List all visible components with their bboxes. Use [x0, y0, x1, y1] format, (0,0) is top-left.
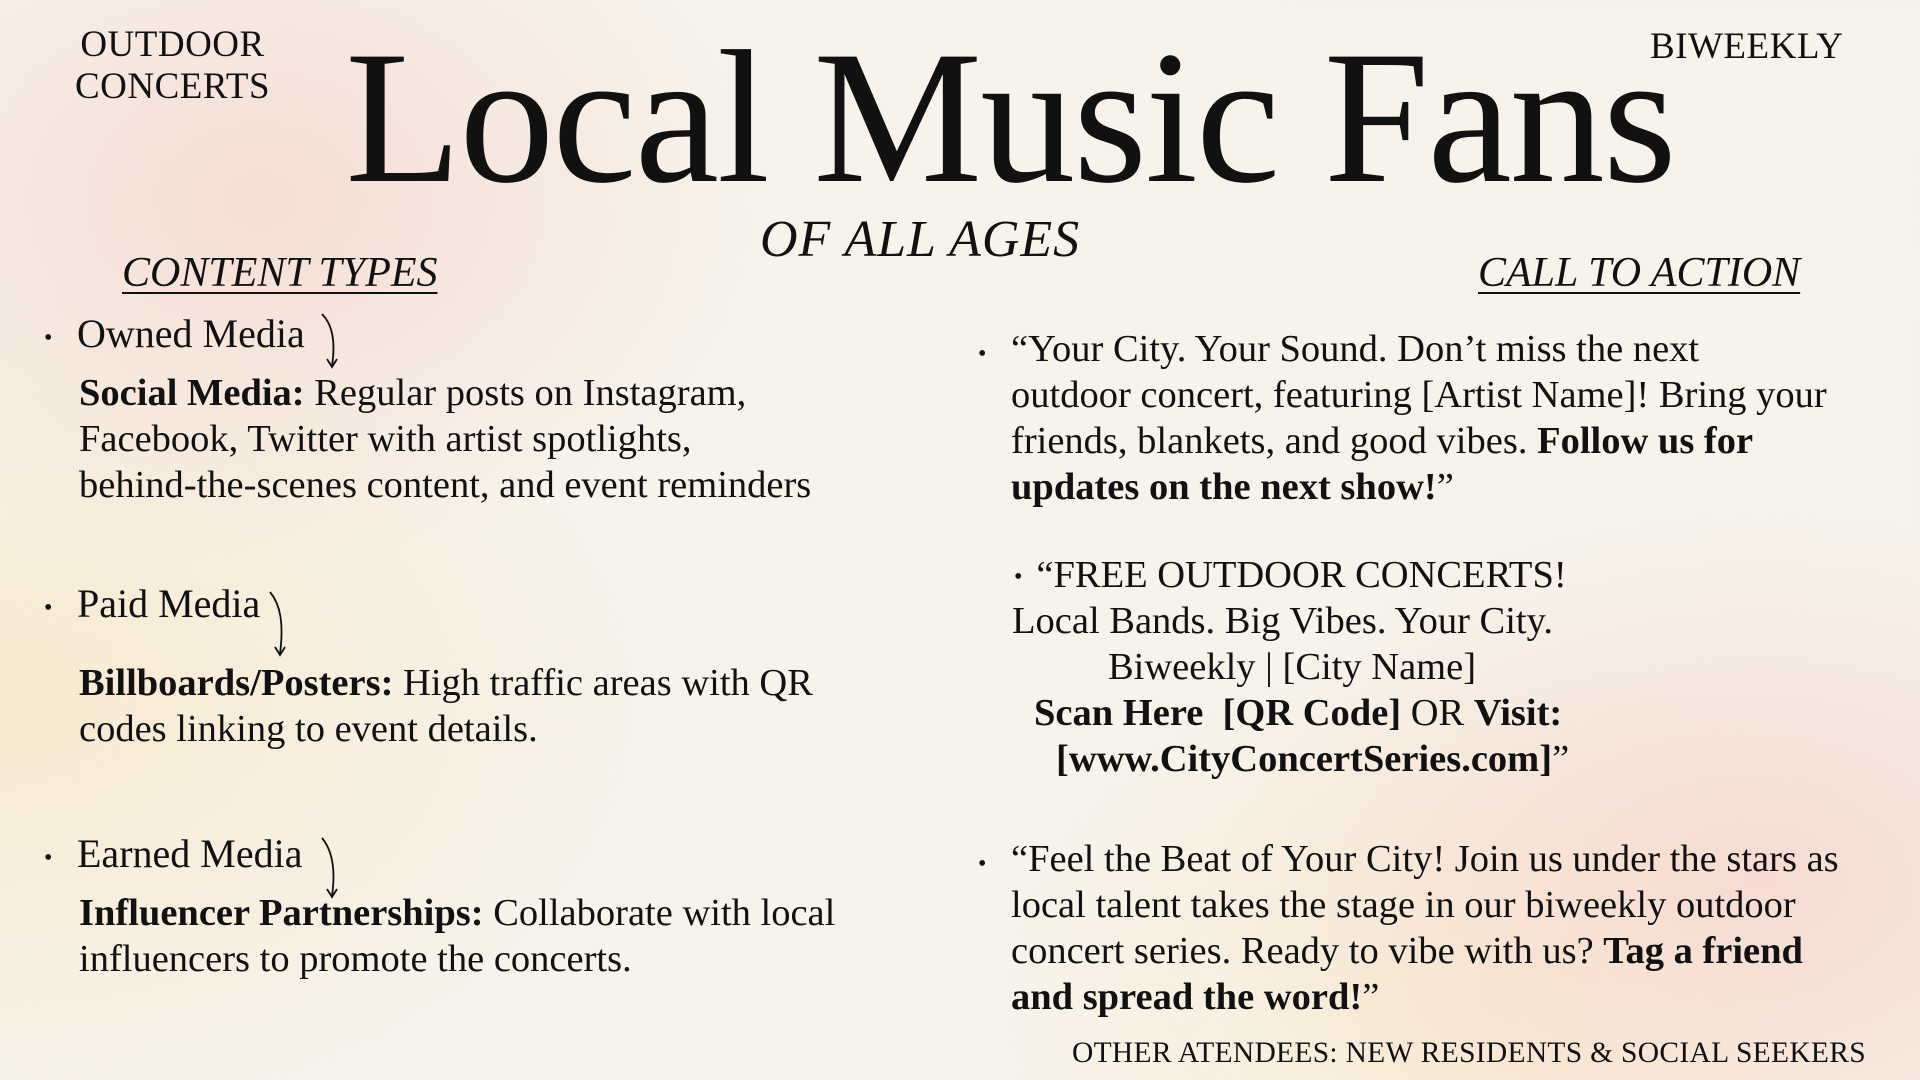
- cta-line: “FREE OUTDOOR CONCERTS!: [1036, 554, 1567, 596]
- cta-line: concert series. Ready to vibe with us?: [1011, 930, 1604, 972]
- owned-media-label: Owned Media: [77, 311, 305, 356]
- paid-media-label: Paid Media: [77, 581, 261, 626]
- bullet: •: [44, 845, 53, 871]
- cta-quote-1: [1011, 326, 1827, 510]
- desc-line: Collaborate with local: [483, 892, 836, 934]
- desc-line: codes linking to event details.: [79, 708, 538, 750]
- arrow-down-icon: [266, 590, 296, 662]
- corner-left-line2: CONCERTS: [75, 66, 271, 107]
- cta-bold: updates on the next show!: [1011, 466, 1437, 508]
- cta-line: ”: [1552, 738, 1570, 780]
- cta-line: outdoor concert, featuring [Artist Name]! Bring your: [1011, 374, 1827, 416]
- cta-line: Local Bands. Big Vibes. Your City.: [1012, 600, 1553, 642]
- corner-left-line1: OUTDOOR: [80, 24, 265, 65]
- cta-line: “Feel the Beat of Your City! Join us under the stars as: [1011, 838, 1839, 880]
- arrow-down-icon: [318, 312, 348, 374]
- cta-line: “Your City. Your Sound. Don’t miss the next: [1011, 328, 1700, 370]
- cta-bold: and spread the word!: [1011, 976, 1363, 1018]
- bullet: •: [1014, 564, 1023, 590]
- earned-media-label: Earned Media: [77, 831, 303, 876]
- cta-line: friends, blankets, and good vibes.: [1011, 420, 1538, 462]
- desc-line: Regular posts on Instagram,: [304, 372, 747, 414]
- desc-line: Facebook, Twitter with artist spotlights,: [79, 418, 692, 460]
- cta-line: OR: [1401, 692, 1474, 734]
- cta-line: Biweekly | [City Name]: [1108, 646, 1477, 688]
- social-media-bold: Social Media:: [79, 372, 305, 414]
- owned-media-description: [79, 370, 811, 508]
- cta-url: [www.CityConcertSeries.com]: [1056, 738, 1553, 780]
- desc-line: influencers to promote the concerts.: [79, 938, 632, 980]
- bullet: •: [44, 325, 53, 351]
- paid-media-description: [79, 660, 813, 752]
- content-types-heading: CONTENT TYPES: [122, 250, 438, 296]
- cta-quote-3: [1011, 836, 1839, 1020]
- cta-line: ”: [1362, 976, 1380, 1018]
- cta-bold: Scan Here [QR Code]: [1034, 692, 1402, 734]
- call-to-action-heading: CALL TO ACTION: [1478, 250, 1801, 296]
- bullet: •: [44, 595, 53, 621]
- footer-note: OTHER ATENDEES: NEW RESIDENTS & SOCIAL SEEKERS: [1072, 1037, 1866, 1069]
- cta-bold: Visit:: [1473, 692, 1563, 734]
- page-subtitle: OF ALL AGES: [760, 211, 1081, 268]
- cta-quote-2: [1012, 552, 1569, 782]
- cta-bold: Tag a friend: [1603, 930, 1803, 972]
- billboards-bold: Billboards/Posters:: [79, 662, 394, 704]
- cta-bold: Follow us for: [1537, 420, 1754, 462]
- bullet: •: [978, 341, 987, 367]
- influencer-bold: Influencer Partnerships:: [79, 892, 484, 934]
- desc-line: High traffic areas with QR: [393, 662, 813, 704]
- earned-media-description: [79, 890, 835, 982]
- desc-line: behind-the-scenes content, and event reminders: [79, 464, 812, 506]
- cta-line: ”: [1436, 466, 1454, 508]
- bullet: •: [978, 851, 987, 877]
- corner-label-biweekly: BIWEEKLY: [1650, 26, 1844, 67]
- page-title: Local Music Fans: [345, 13, 1675, 223]
- cta-line: local talent takes the stage in our biweekly outdoor: [1011, 884, 1796, 926]
